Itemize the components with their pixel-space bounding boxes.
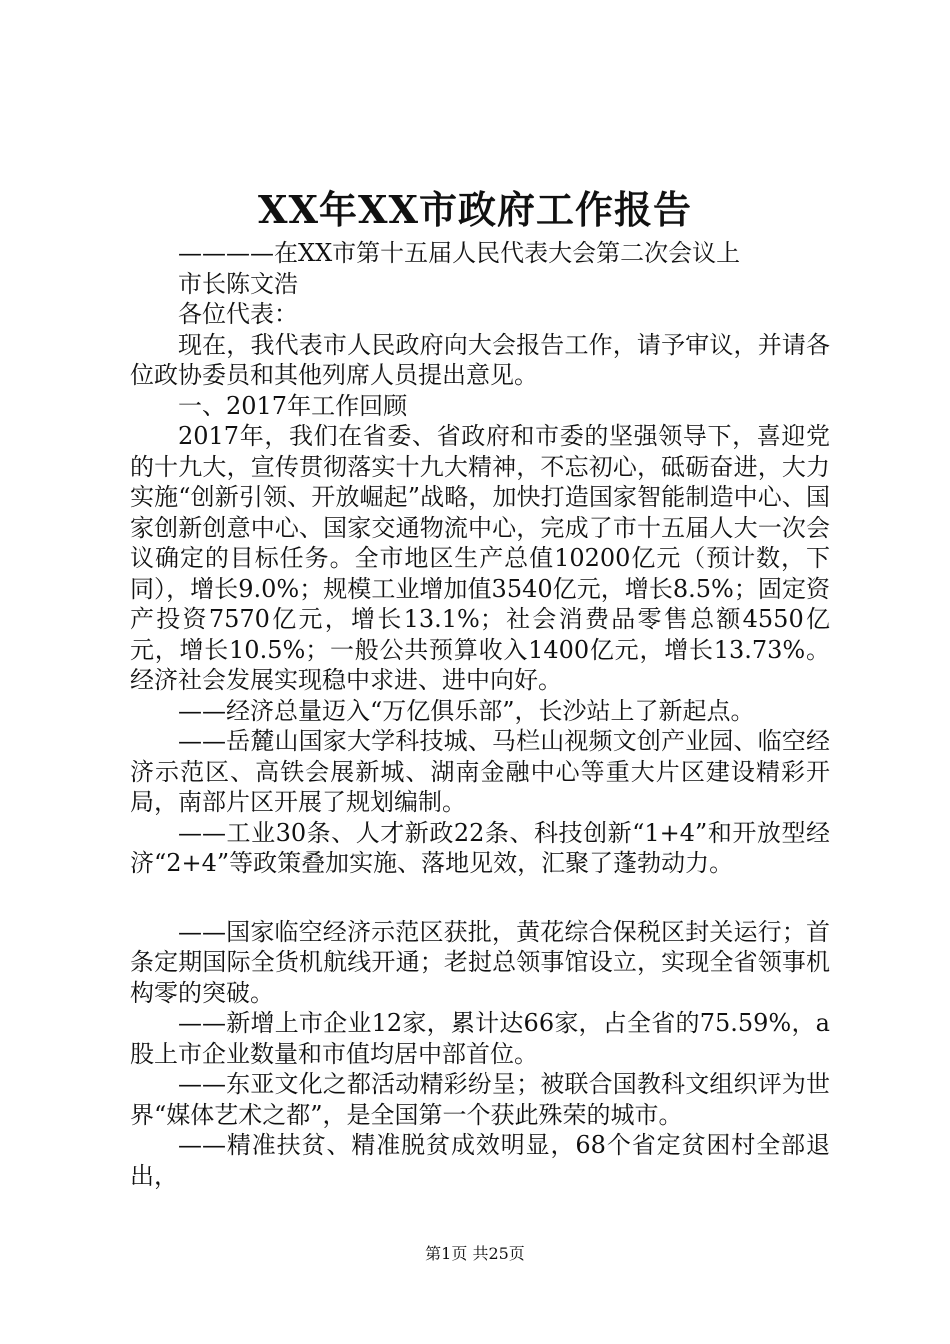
bullet-listed-companies: ——新增上市企业12家，累计达66家，占全省的75.59%，a股上市企业数量和市值均居中部首位。 — [130, 1009, 830, 1068]
page-footer: 第1页 共25页 — [425, 1244, 525, 1263]
paragraph-gap — [130, 879, 830, 917]
document-title: XX年XX市政府工作报告 — [258, 187, 692, 232]
bullet-airport-zone: ——国家临空经济示范区获批，黄花综合保税区封关运行；首条定期国际全货机航线开通；老挝总领事馆设立，实现全省领事机构零的突破。 — [130, 917, 830, 1007]
section-heading: 一、2017年工作回顾 — [178, 391, 408, 420]
bullet-poverty: ——精准扶贫、精准脱贫成效明显，68个省定贫困村全部退出， — [130, 1131, 830, 1190]
subtitle-line: ————在XX市第十五届人民代表大会第二次会议上 — [178, 239, 741, 267]
paragraph-review: 2017年，我们在省委、省政府和市委的坚强领导下，喜迎党的十九大，宣传贯彻落实十九大精神，不忘初心，砥砺奋进，大力实施“创新引领、开放崛起”战略，加快打造国家智能制造中心、国家创新创意中心、国家交通物流中心，完成了市十五届人大一次会议确定的目标任务。全市地区生产总值10200亿元（预计数，下同），增长9.0%；规模工业增加值3540亿元，增长8.5%；固定资产投资7570亿元，增长13.1%；社会消费品零售总额4550亿元，增长10.5%；一般公共预算收入1400亿元，增长13.73%。经济社会发展实现稳中求进、进中向好。 — [130, 422, 830, 694]
bullet-economy: ——经济总量迈入“万亿俱乐部”，长沙站上了新起点。 — [178, 696, 755, 725]
speaker-line: 市长陈文浩 — [178, 269, 298, 298]
bullet-culture: ——东亚文化之都活动精彩纷呈；被联合国教科文组织评为世界“媒体艺术之都”，是全国第一个获此殊荣的城市。 — [130, 1070, 830, 1129]
bullet-districts: ——岳麓山国家大学科技城、马栏山视频文创产业园、临空经济示范区、高铁会展新城、湖南金融中心等重大片区建设精彩开局，南部片区开展了规划编制。 — [130, 727, 830, 816]
paragraph-intro: 现在，我代表市人民政府向大会报告工作，请予审议，并请各位政协委员和其他列席人员提出意见。 — [130, 330, 830, 389]
bullet-policies: ——工业30条、人才新政22条、科技创新“1+4”和开放型经济“2+4”等政策叠加实施、落地见效，汇聚了蓬勃动力。 — [130, 818, 830, 877]
document-body — [130, 238, 830, 1191]
salutation: 各位代表： — [178, 300, 298, 328]
